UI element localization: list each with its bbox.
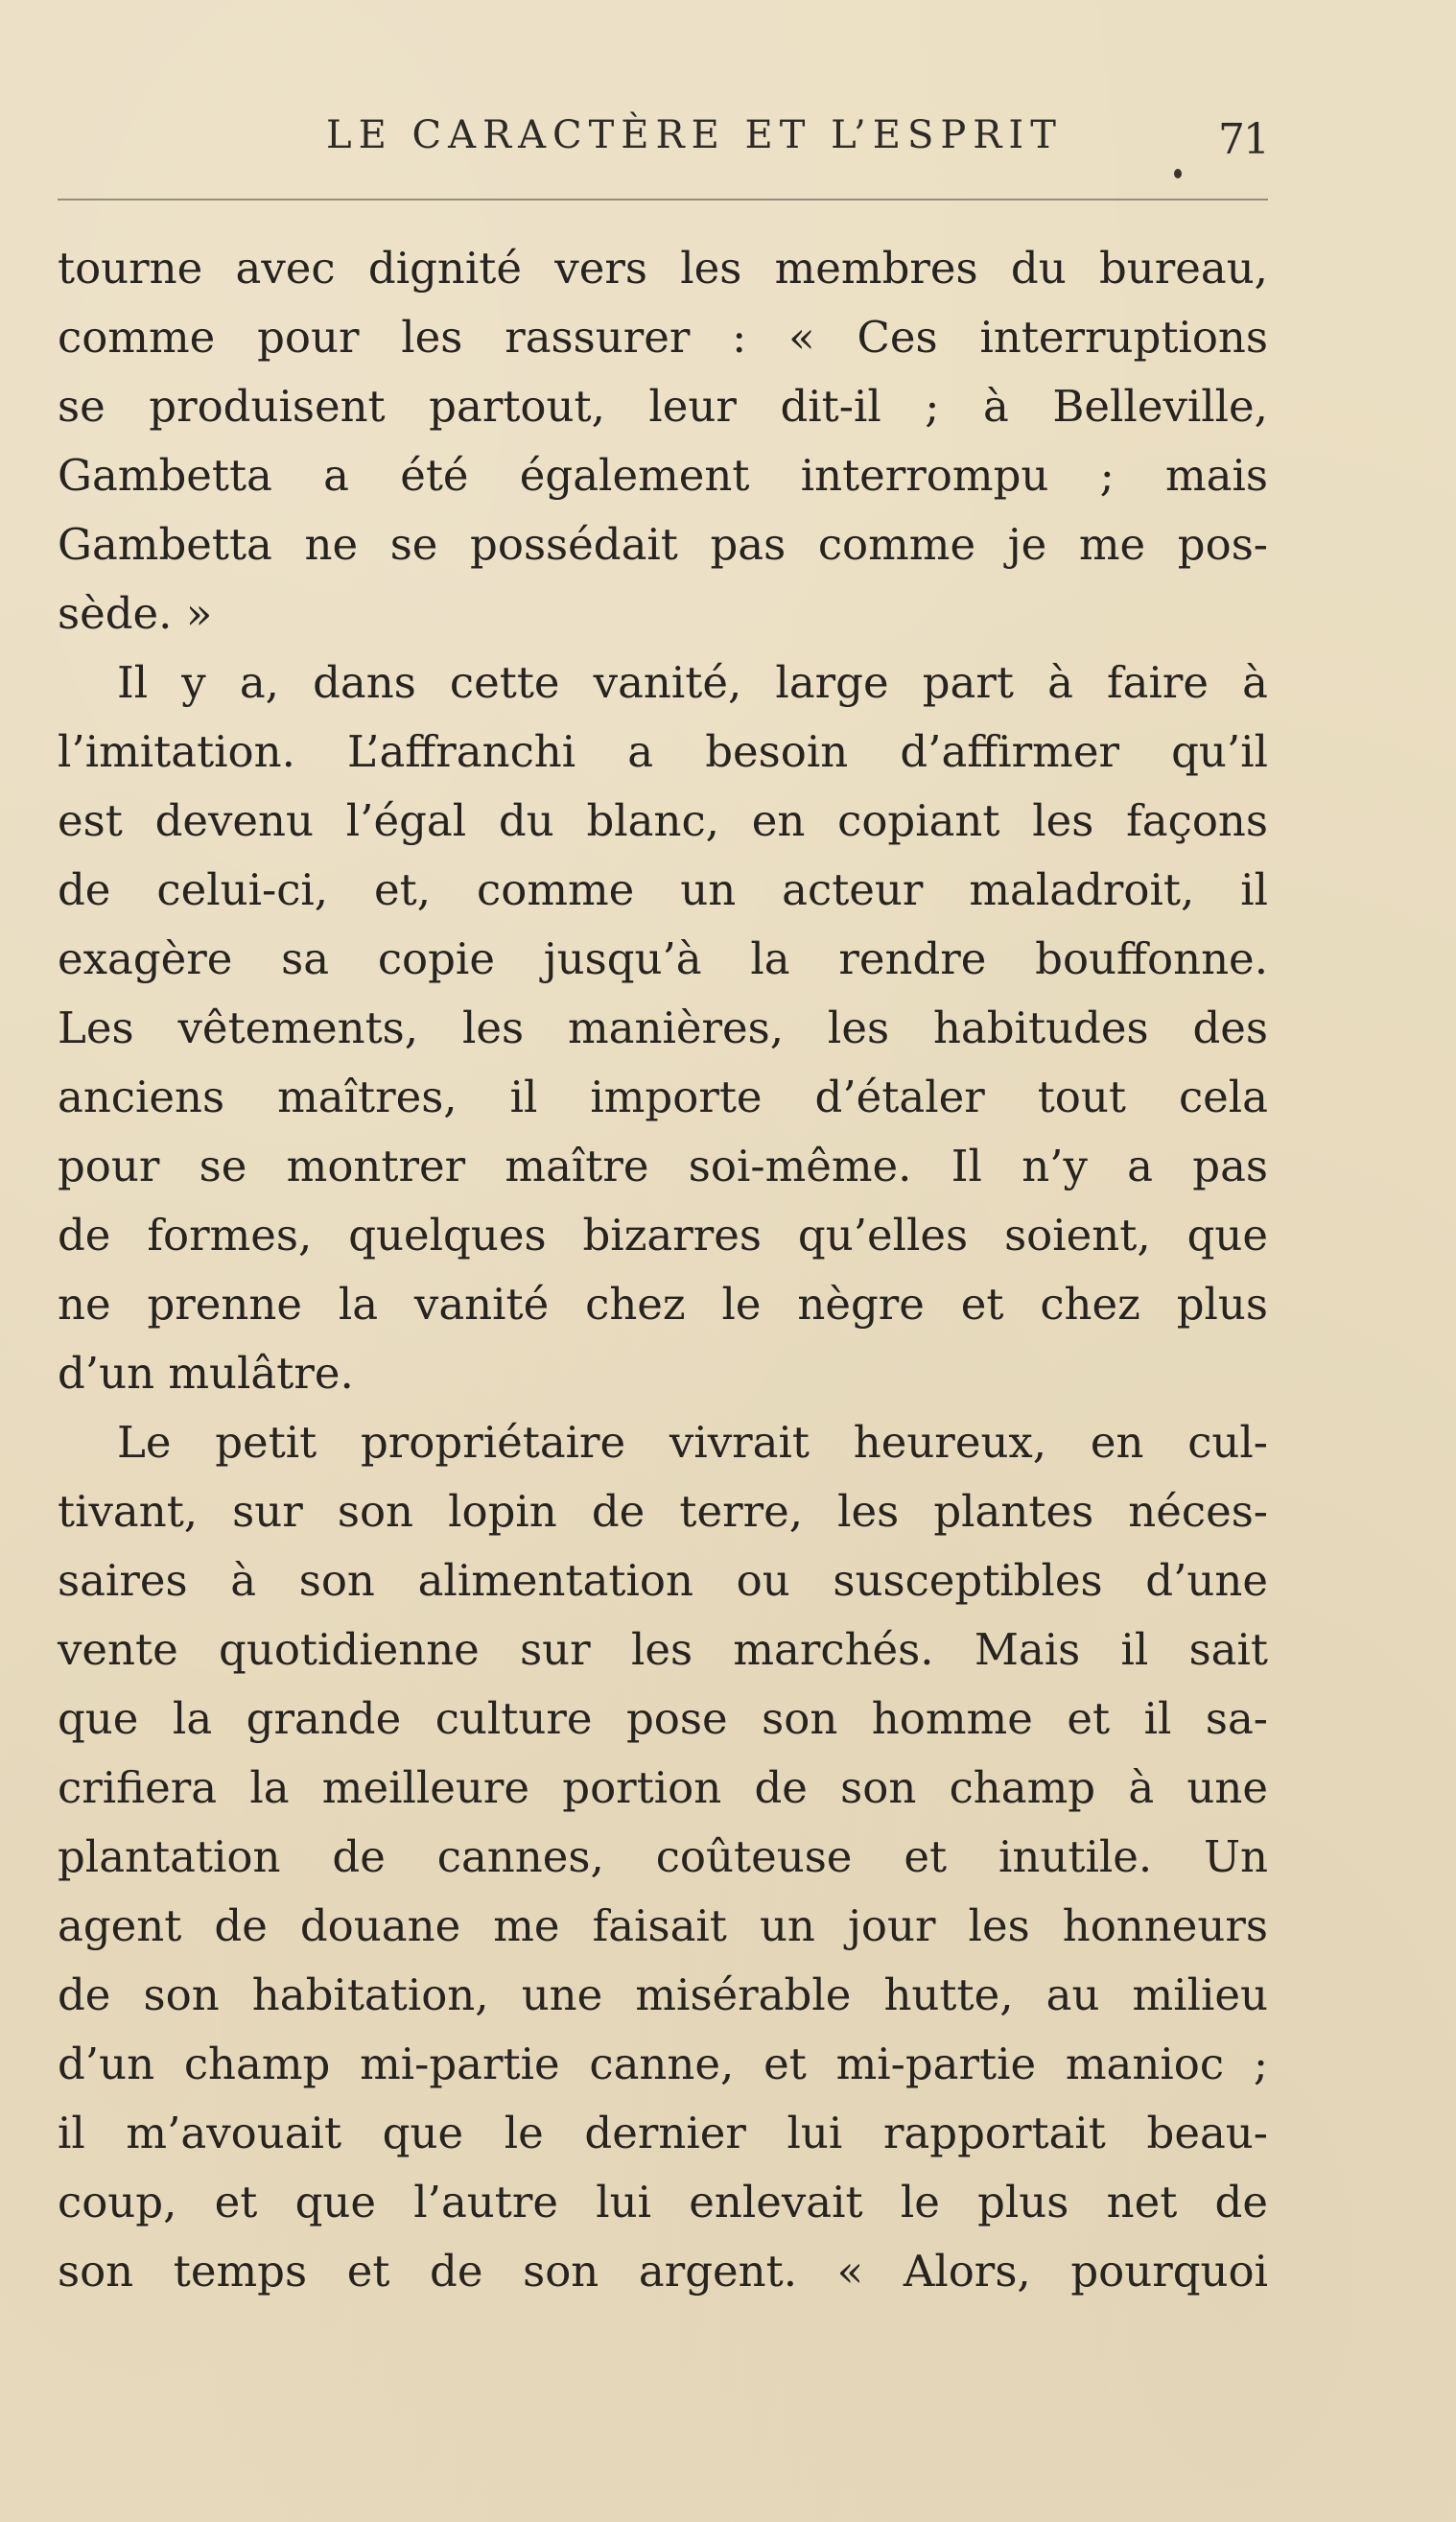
text-line: Gambetta a été également interrompu ; mais <box>58 450 1268 501</box>
text-line: pour se montrer maître soi-même. Il n’y a pas <box>58 1141 1268 1191</box>
text-line: de formes, quelques bizarres qu’elles soient, que <box>58 1210 1268 1261</box>
text-line: l’imitation. L’affranchi a besoin d’affirmer qu’il <box>58 726 1268 777</box>
running-head: LE CARACTÈRE ET L’ESPRIT <box>326 113 1063 157</box>
text-line: ne prenne la vanité chez le nègre et chez plus <box>58 1279 1268 1330</box>
text-line: de celui-ci, et, comme un acteur maladroit, il <box>58 864 1268 915</box>
text-line: se produisent partout, leur dit-il ; à Belleville, <box>58 381 1268 432</box>
page-number: 71 <box>1218 115 1268 164</box>
text-line: Gambetta ne se possédait pas comme je me pos- <box>58 519 1268 570</box>
text-line: tivant, sur son lopin de terre, les plantes néces- <box>58 1486 1268 1537</box>
body-text <box>58 234 1268 2306</box>
text-line: saires à son alimentation ou susceptibles d’une <box>58 1555 1268 1606</box>
text-line: anciens maîtres, il importe d’étaler tout cela <box>58 1072 1268 1122</box>
text-line: sède. » <box>58 588 213 639</box>
text-line: vente quotidienne sur les marchés. Mais il sait <box>58 1624 1268 1675</box>
ink-speck <box>1174 169 1182 178</box>
text-line: exagère sa copie jusqu’à la rendre bouffonne. <box>58 933 1268 984</box>
text-line: que la grande culture pose son homme et il sa- <box>58 1693 1268 1744</box>
text-line: plantation de cannes, coûteuse et inutile. Un <box>58 1831 1268 1882</box>
text-line: son temps et de son argent. « Alors, pourquoi <box>58 2246 1268 2297</box>
text-line: crifiera la meilleure portion de son champ à une <box>58 1762 1268 1813</box>
text-line: agent de douane me faisait un jour les honneurs <box>58 1900 1268 1951</box>
text-line: tourne avec dignité vers les membres du bureau, <box>58 243 1268 294</box>
text-line: comme pour les rassurer : « Ces interruptions <box>58 312 1268 363</box>
text-line: de son habitation, une misérable hutte, au milieu <box>58 1969 1268 2020</box>
text-line: Les vêtements, les manières, les habitudes des <box>58 1002 1268 1053</box>
text-line: Il y a, dans cette vanité, large part à faire à <box>117 657 1268 708</box>
text-line: il m’avouait que le dernier lui rapportait beau- <box>58 2108 1268 2158</box>
text-line: d’un mulâtre. <box>58 1348 354 1399</box>
text-line: est devenu l’égal du blanc, en copiant les façons <box>58 795 1268 846</box>
text-line: Le petit propriétaire vivrait heureux, en cul- <box>117 1417 1268 1468</box>
text-line: d’un champ mi-partie canne, et mi-partie manioc ; <box>58 2039 1268 2089</box>
text-line: coup, et que l’autre lui enlevait le plus net de <box>58 2177 1268 2227</box>
header-rule <box>58 199 1268 200</box>
